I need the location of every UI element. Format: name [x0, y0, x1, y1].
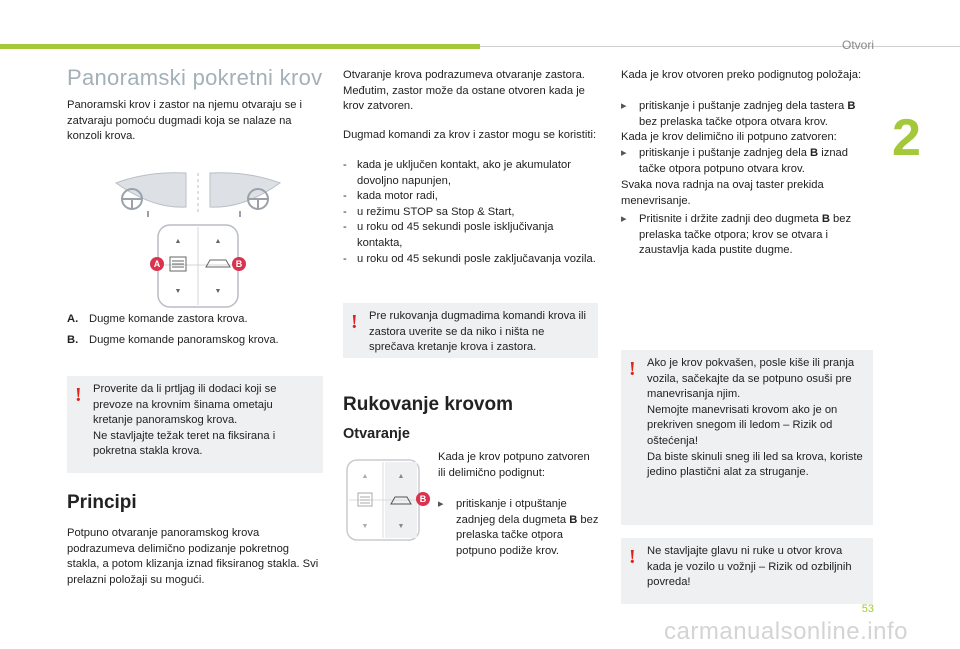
button-panel-illustration [345, 458, 430, 542]
step-1: ▸ pritiskanje i puštanje zadnjeg dela tastera B bez prelaska tačke otpora otvara krov. [621, 99, 873, 130]
warning-text: Ako je krov pokvašen, posle kiše ili pranja vozila, sačekajte da se potpuno osuši pre manevrisanja njim. Nemojte manevrisati krovom ako je on prekriven snegom ili ledom – Rizik od oštećenja! Da biste skinuli sneg ili led sa krova, koriste jedino plastični alat za struganje. [647, 357, 863, 479]
bullet-icon: ▸ [438, 498, 444, 510]
svg-text:▼: ▼ [397, 523, 405, 530]
heading-principi: Principi [67, 492, 137, 513]
warning-icon: ! [629, 358, 636, 380]
list-item: - u roku od 45 sekundi posle isključivanja kontakta, [343, 221, 554, 249]
heading-rukovanje: Rukovanje krovom [343, 394, 513, 415]
warning-box-wet-roof [621, 350, 873, 525]
svg-text:▲: ▲ [361, 473, 369, 480]
page-number: 53 [861, 603, 874, 615]
legend-item-a: A. Dugme komande zastora krova. [67, 313, 248, 325]
warning-icon: ! [351, 311, 358, 333]
warning-icon: ! [75, 384, 82, 406]
list-item: - u režimu STOP sa Stop & Start, [343, 205, 515, 218]
open-raised-intro: Kada je krov otvoren preko podignutog položaja: [621, 69, 862, 81]
open-intro: Kada je krov potpuno zatvoren ili delimično podignut: [438, 451, 590, 479]
warning-icon: ! [629, 546, 636, 568]
chapter-number: 2 [892, 109, 921, 167]
heading-otvaranje: Otvaranje [343, 426, 410, 442]
svg-text:▲: ▲ [174, 238, 182, 245]
list-item: - kada je uključen kontakt, ako je akumulator dovoljno napunjen, [343, 159, 571, 187]
list-item: - u roku od 45 sekundi posle zaključavanja vozila. [343, 252, 596, 265]
warning-text: Proverite da li prtljag ili dodaci koji se prevoze na krovnim šinama ometaju kretanje panoramskog krova. Ne stavljajte težak teret na fiksirana i pokretna stakla krova. [93, 383, 277, 458]
bullet-icon: ▸ [621, 147, 627, 159]
warning-text: Ne stavljajte glavu ni ruke u otvor krova kada je vozilo u vožnji – Rizik od ozbiljnih povreda! [647, 545, 852, 589]
intro-paragraph: Panoramski krov i zastor na njemu otvaraju se i zatvaraju pomoću dugmadi koja se nalaze na konzoli krova. [67, 99, 303, 143]
bullet-icon: ▸ [621, 100, 627, 112]
step-2: ▸ pritiskanje i puštanje zadnjeg dela B iznad tačke otpora potpuno otvara krov. [621, 146, 873, 177]
warning-box-luggage [67, 376, 323, 473]
warning-box-obstruction [343, 303, 598, 358]
roof-console-illustration [108, 165, 288, 310]
closed-intro: Kada je krov delimično ili potpuno zatvoren: [621, 131, 837, 143]
header-accent-bar [0, 44, 480, 49]
bullet-icon: ▸ [621, 213, 627, 225]
list-item: - kada motor radi, [343, 190, 438, 203]
step-3: ▸ Pritisnite i držite zadnji deo dugmeta B bez prelaska tačke otpora; krov se otvara i zaustavlja kada pustite dugme. [621, 212, 873, 259]
interrupt-note: Svaka nova radnja na ovaj taster prekida menevrisanje. [621, 179, 824, 207]
svg-text:▲: ▲ [397, 473, 405, 480]
roof-console-drawing [108, 165, 288, 310]
warning-box-head-hands [621, 538, 873, 604]
svg-text:▼: ▼ [174, 288, 182, 295]
shade-paragraph: Otvaranje krova podrazumeva otvaranje zastora. Međutim, zastor može da ostane otvoren kada je krov zatvoren. [343, 69, 585, 113]
principi-paragraph: Potpuno otvaranje panoramskog krova podrazumeva delimično podizanje pokretnog stakla, a potom klizanja iznad fiksiranog stakla. Svi prelazni položaji su mogući. [67, 527, 319, 586]
label-b-badge: B [232, 257, 246, 271]
watermark: carmanualsonline.info [664, 618, 908, 645]
conditions-intro: Dugmad komandi za krov i zastor mogu se koristiti: [343, 129, 597, 141]
svg-text:▲: ▲ [214, 238, 222, 245]
legend-item-b: B. Dugme komande panoramskog krova. [67, 333, 279, 346]
section-title: Otvori [841, 38, 874, 52]
label-b-badge: B [416, 492, 430, 506]
conditions-list [343, 158, 598, 267]
svg-text:▼: ▼ [214, 288, 222, 295]
warning-text: Pre rukovanja dugmadima komandi krova ili zastora uverite se da niko i ništa ne sprečava kretanje krova i zastora. [369, 310, 587, 354]
svg-text:▼: ▼ [361, 523, 369, 530]
button-legend [67, 312, 323, 348]
page-title: Panoramski pokretni krov [67, 65, 323, 90]
header-rule [480, 46, 960, 47]
label-a-badge: A [150, 257, 164, 271]
open-step: ▸ pritiskanje i otpuštanje zadnjeg dela dugmeta B bez prelaska tačke otpora potpuno podiže krov. [438, 497, 600, 559]
